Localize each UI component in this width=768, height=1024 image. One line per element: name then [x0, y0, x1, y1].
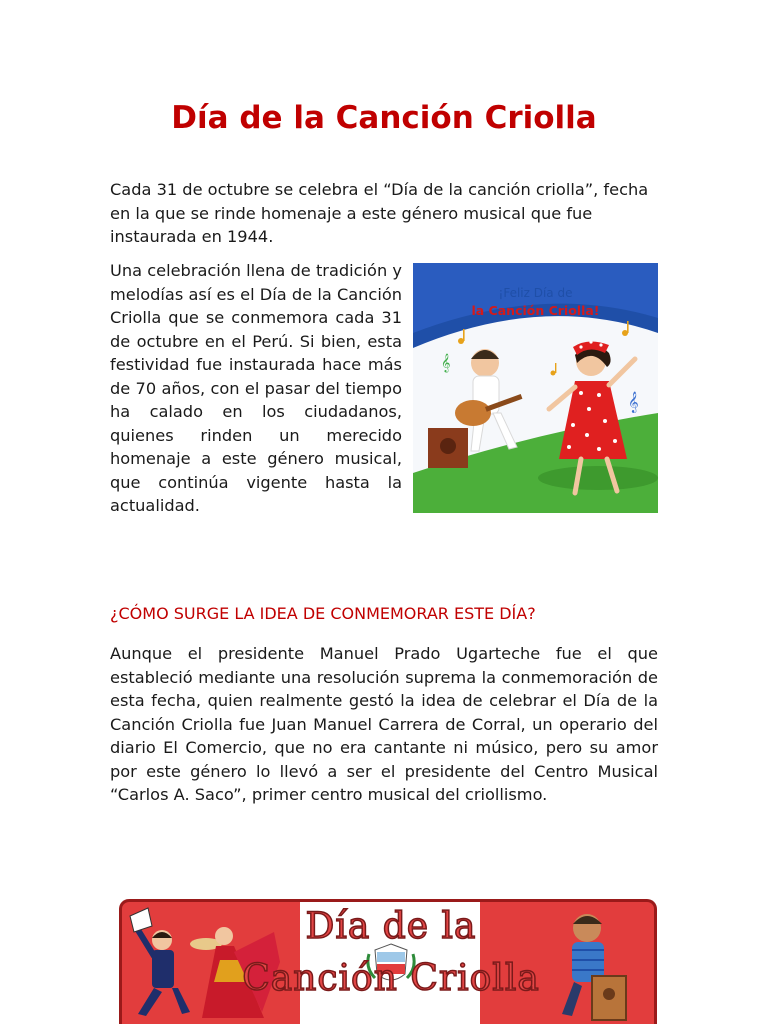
illustration-caption-line2: la Canción Criolla! [471, 303, 600, 318]
page-title: Día de la Canción Criolla [171, 100, 597, 136]
banner-title-line1: Día de la [305, 906, 477, 947]
svg-text:𝄞: 𝄞 [441, 353, 451, 372]
festival-illustration [413, 263, 658, 513]
illustration-caption [413, 285, 658, 319]
history-paragraph: Aunque el presidente Manuel Prado Ugarteche fue el que estableció mediante una resolución suprema la conmemoración de esta fecha, quien realmente gestó la idea de celebrar el Día de la Canción Criolla fue Juan Manuel Carrera de Corral, un operario del diario El Comercio, que no era cantante ni músico, pero su amor por este género lo llevó a ser el presidente del Centro Musical “Carlos A. Saco”, primer centro musical del criollismo. [110, 644, 658, 804]
intro-paragraph: Cada 31 de octubre se celebra el “Día de la canción criolla”, fecha en la que se rinde homenaje a este género musical que fue instaurada en 1944. [110, 180, 649, 246]
celebration-paragraph: Una celebración llena de tradición y melodías así es el Día de la Canción Criolla que se conmemora cada 31 de octubre en el Perú. Si bien, esta festividad fue instaurada hace más de 70 años, con el pasar del tiempo ha calado en los ciudadanos, quienes rinden un merecido homenaje a este género musical, que continúa vigente hasta la actualidad. [110, 261, 402, 515]
illustration-caption-line1: ¡Feliz Día de [498, 286, 573, 300]
section-heading: ¿CÓMO SURGE LA IDEA DE CONMEMORAR ESTE DÍA? [110, 604, 536, 623]
banner-title-line2: Canción Criolla [242, 958, 540, 999]
decorative-banner [119, 899, 657, 1024]
guitar-body [455, 400, 491, 426]
svg-text:𝄞: 𝄞 [628, 392, 639, 413]
